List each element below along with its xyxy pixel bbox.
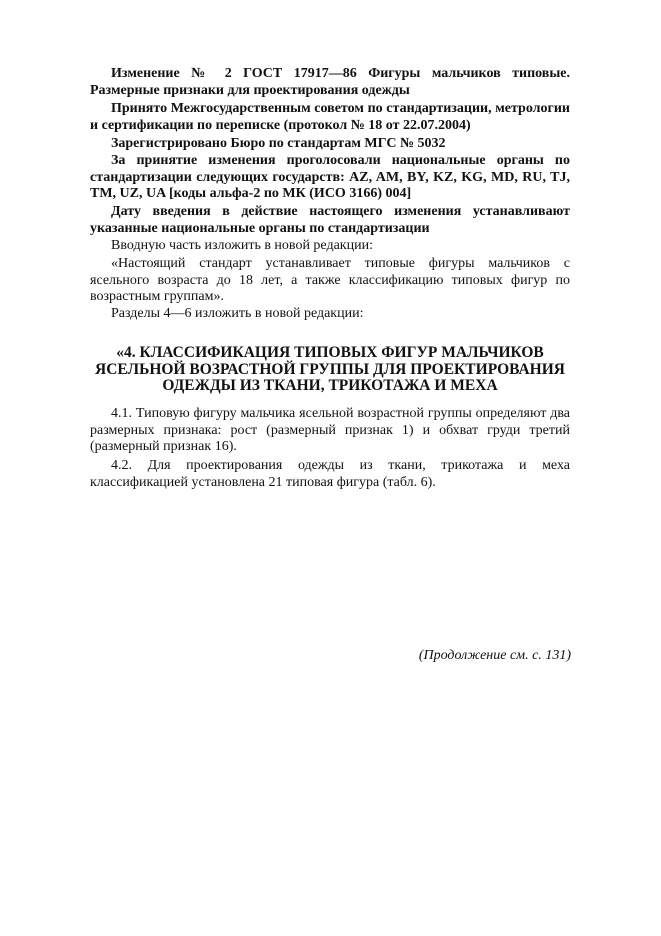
clause-4-2: 4.2. Для проектирования одежды из ткани, трикотажа и меха классификацией установлена 21 типовая фигура (табл. 6).	[90, 458, 570, 490]
clause-4-1: 4.1. Типовую фигуру мальчика ясельной возрастной группы определяют два размерных признака: рост (размерный признак 1) и обхват груди третий (размерный признак 16).	[90, 406, 570, 454]
amendment-title: Изменение № 2 ГОСТ 17917—86 Фигуры мальчиков типовые. Размерные признаки для проектирования одежды	[90, 66, 570, 98]
registration-notice: Зарегистрировано Бюро по стандартам МГС № 5032	[111, 136, 446, 151]
effective-date-notice: Дату введения в действие настоящего изменения устанавливают указанные национальные органы по стандартизации	[90, 204, 570, 236]
intro-text: «Настоящий стандарт устанавливает типовые фигуры мальчиков с ясельного возраста до 18 лет, а также классификацию типовых фигур по возрастным группам».	[90, 256, 570, 304]
section-4-title	[90, 345, 570, 395]
section-4-title-line: ОДЕЖДЫ ИЗ ТКАНИ, ТРИКОТАЖА И МЕХА	[162, 377, 498, 394]
intro-instruction: Вводную часть изложить в новой редакции:	[111, 238, 373, 253]
accepted-notice: Принято Межгосударственным советом по стандартизации, метрологии и сертификации по переписке (протокол № 18 от 22.07.2004)	[90, 101, 570, 133]
voting-countries: За принятие изменения проголосовали национальные органы по стандартизации следующих государств: AZ, AM, BY, KZ, KG, MD, RU, TJ, TM, UZ, UA [коды альфа-2 по МК (ИСО 3166) 004]	[90, 153, 570, 201]
section-4-title-line: «4. КЛАССИФИКАЦИЯ ТИПОВЫХ ФИГУР МАЛЬЧИКОВ	[116, 344, 544, 361]
section-4-title-line: ЯСЕЛЬНОЙ ВОЗРАСТНОЙ ГРУППЫ ДЛЯ ПРОЕКТИРОВАНИЯ	[95, 360, 565, 378]
continuation-note: (Продолжение см. с. 131)	[418, 648, 571, 663]
sections-instruction: Разделы 4—6 изложить в новой редакции:	[111, 306, 364, 321]
